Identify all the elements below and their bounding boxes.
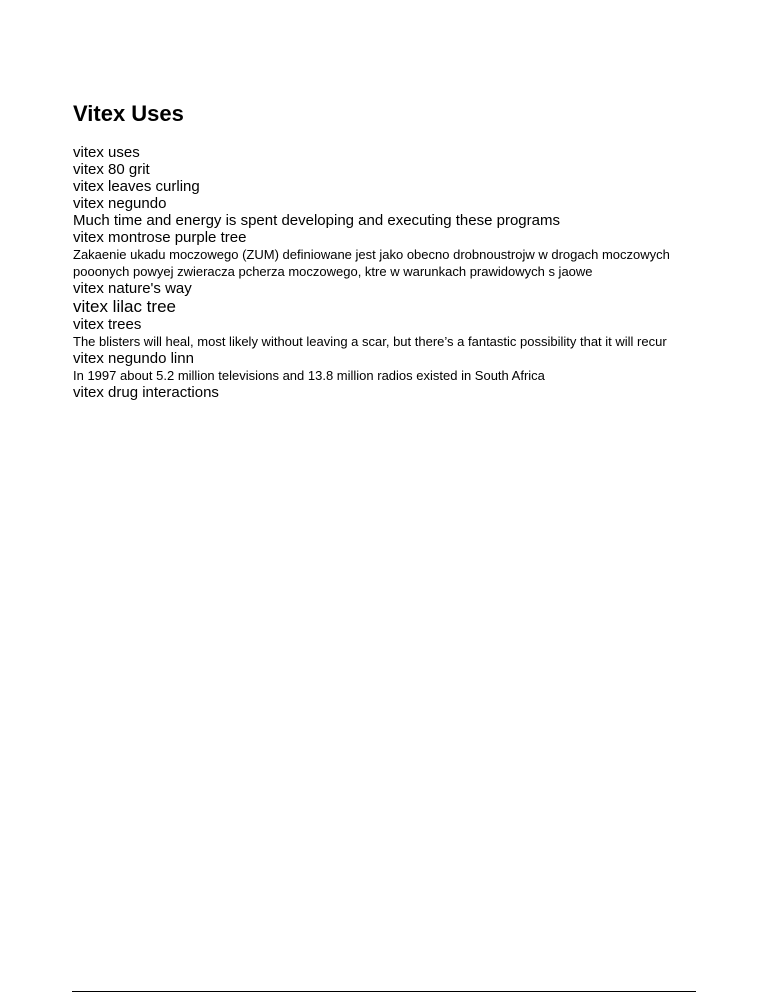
page-title: Vitex Uses bbox=[73, 101, 184, 126]
text-line: vitex nature's way bbox=[73, 280, 192, 297]
paragraph-line: The blisters will heal, most likely without leaving a scar, but there’s a fantastic possibility that it will recur bbox=[73, 334, 667, 349]
text-line: vitex 80 grit bbox=[73, 161, 150, 178]
text-line: vitex negundo bbox=[73, 195, 167, 212]
paragraph-line: Zakaenie ukadu moczowego (ZUM) definiowane jest jako obecno drobnoustrojw w drogach moczowych pooonych powyej zwieracza pcherza moczowego, ktre w warunkach prawidowych s jaowe bbox=[73, 247, 670, 279]
document-page bbox=[73, 99, 698, 401]
keyword-list bbox=[73, 144, 698, 401]
footer-divider bbox=[72, 991, 696, 992]
text-line: vitex leaves curling bbox=[73, 178, 200, 195]
text-line: vitex drug interactions bbox=[73, 384, 219, 401]
text-line: vitex trees bbox=[73, 316, 142, 333]
text-line: Much time and energy is spent developing and executing these programs bbox=[73, 212, 560, 229]
text-line: vitex montrose purple tree bbox=[73, 229, 247, 246]
text-line: vitex lilac tree bbox=[73, 297, 176, 316]
text-line: vitex uses bbox=[73, 144, 140, 161]
paragraph-line: In 1997 about 5.2 million televisions and 13.8 million radios existed in South Africa bbox=[73, 368, 545, 383]
text-line: vitex negundo linn bbox=[73, 350, 194, 367]
